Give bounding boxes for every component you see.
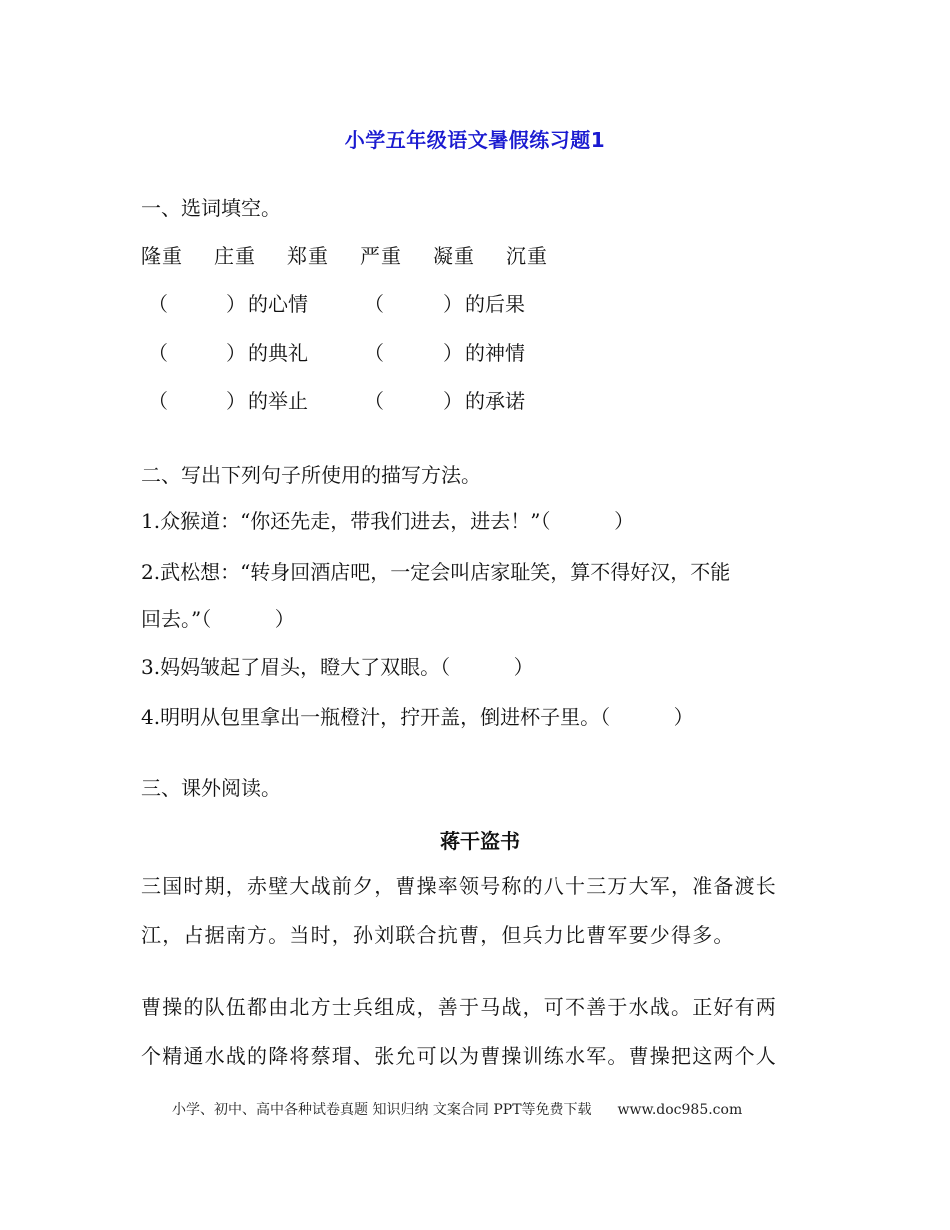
question-item: 1.众猴道：“你还先走，带我们进去，进去！”（ ） — [141, 509, 635, 533]
open-paren: （ — [364, 292, 384, 316]
question-item: 3.妈妈皱起了眉头，瞪大了双眼。（ ） — [141, 655, 534, 679]
word-choice: 郑重 — [287, 244, 329, 268]
word-choices — [141, 244, 579, 268]
section-2-heading: 二、写出下列句子所使用的描写方法。 — [141, 463, 481, 487]
blank-phrase: 的举止 — [248, 389, 308, 413]
footer-url-link[interactable]: www.doc985.com — [617, 1102, 743, 1118]
blank-phrase: 的心情 — [248, 292, 308, 316]
close-paren: ） — [226, 341, 246, 365]
blank-phrase: 的后果 — [465, 292, 525, 316]
story-title: 蒋干盗书 — [440, 829, 520, 853]
close-paren: ） — [443, 341, 463, 365]
section-1-heading: 一、选词填空。 — [141, 196, 281, 220]
story-line: 三国时期，赤壁大战前夕，曹操率领号称的八十三万大军，准备渡长 — [141, 874, 777, 898]
word-choice: 隆重 — [141, 244, 183, 268]
document-title: 小学五年级语文暑假练习题1 — [344, 128, 606, 152]
footer-text: 小学、初中、高中各种试卷真题 知识归纳 文案合同 PPT等免费下载 — [172, 1102, 592, 1118]
blank-phrase: 的神情 — [465, 341, 525, 365]
page-footer — [172, 1101, 742, 1119]
section-3-heading: 三、课外阅读。 — [141, 776, 281, 800]
blank-phrase: 的承诺 — [465, 389, 525, 413]
open-paren: （ — [148, 389, 168, 413]
blank-phrase: 的典礼 — [248, 341, 308, 365]
close-paren: ） — [443, 292, 463, 316]
close-paren: ） — [443, 389, 463, 413]
story-line: 个精通水战的降将蔡瑁、张允可以为曹操训练水军。曹操把这两个人 — [141, 1044, 777, 1068]
story-line: 江，占据南方。当时，孙刘联合抗曹，但兵力比曹军要少得多。 — [141, 923, 735, 947]
open-paren: （ — [364, 341, 384, 365]
close-paren: ） — [226, 389, 246, 413]
word-choice: 凝重 — [433, 244, 475, 268]
open-paren: （ — [148, 292, 168, 316]
word-choice: 沉重 — [506, 244, 548, 268]
question-item: 4.明明从包里拿出一瓶橙汁，拧开盖，倒进杯子里。（ ） — [141, 705, 694, 729]
story-line: 曹操的队伍都由北方士兵组成，善于马战，可不善于水战。正好有两 — [141, 995, 777, 1019]
open-paren: （ — [148, 341, 168, 365]
word-choice: 庄重 — [214, 244, 256, 268]
close-paren: ） — [226, 292, 246, 316]
open-paren: （ — [364, 389, 384, 413]
question-item-continued: 回去。”（ ） — [141, 607, 295, 631]
word-choice: 严重 — [360, 244, 402, 268]
question-item: 2.武松想：“转身回酒店吧，一定会叫店家耻笑，算不得好汉，不能 — [141, 560, 731, 584]
